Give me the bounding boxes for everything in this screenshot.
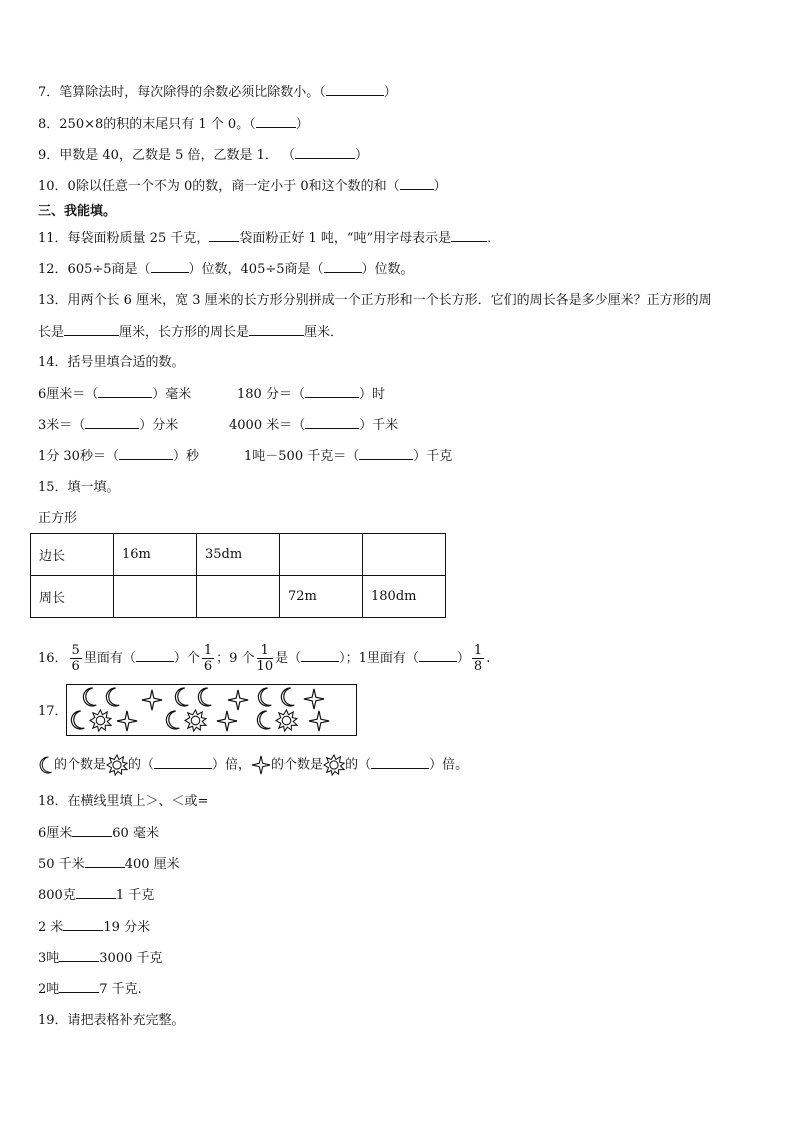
question-14-title: 14．括号里填合适的数。 xyxy=(38,355,185,370)
compare-row: 2吨 7 千克. xyxy=(38,982,142,997)
answer-blank[interactable] xyxy=(64,323,119,336)
question-15-title: 15．填一填。 xyxy=(38,480,120,495)
moon-icon xyxy=(279,687,297,707)
answer-blank[interactable] xyxy=(305,385,359,398)
fraction: $\frac{1}{8}$ xyxy=(473,643,483,674)
question-14-row3: 1分 30秒＝（ ）秒 xyxy=(38,449,199,464)
moon-icon xyxy=(196,687,214,707)
square-table xyxy=(30,533,446,618)
answer-blank[interactable] xyxy=(98,385,152,398)
question-17-text: 的个数是 的（ ）倍， 的个数是 的（ ）倍。 xyxy=(38,754,468,777)
table-caption: 正方形 xyxy=(38,511,78,526)
question-7-text: 7．笔算除法时，每次除得的余数必须比除数小。（ xyxy=(38,85,326,100)
answer-blank[interactable] xyxy=(301,649,339,662)
table-cell-blank[interactable] xyxy=(197,576,280,618)
question-14-row2: 3米＝（ ）分米 xyxy=(38,418,179,433)
answer-blank[interactable] xyxy=(209,229,239,242)
fraction: $\frac{5}{6}$ xyxy=(71,643,80,674)
star-icon xyxy=(216,710,238,732)
moon-icon xyxy=(256,687,274,707)
sun-icon xyxy=(323,754,345,776)
question-9: 9．甲数是 40，乙数是 5 倍，乙数是 1． （ ） xyxy=(38,148,369,163)
star-icon xyxy=(303,688,325,710)
question-18-title: 18．在横线里填上＞、＜或= xyxy=(38,794,209,809)
answer-blank[interactable] xyxy=(76,886,116,899)
question-17-label: 17． xyxy=(38,704,68,719)
icon-picture-box xyxy=(66,684,357,736)
question-13: 13．用两个长 6 厘米，宽 3 厘米的长方形分别拼成一个正方形和一个长方形．它们的周长各是多少厘米？正方形的周 xyxy=(38,293,712,308)
moon-icon xyxy=(173,687,191,707)
question-14-row1-right: 180 分＝（ ）时 xyxy=(237,387,385,402)
answer-blank[interactable] xyxy=(59,949,99,962)
fraction: $\frac{1}{6}$ xyxy=(203,643,213,674)
answer-blank[interactable] xyxy=(419,649,457,662)
answer-blank[interactable] xyxy=(151,260,189,273)
question-12: 12．605÷5商是（ ）位数，405÷5商是（ ）位数。 xyxy=(38,262,414,277)
answer-blank[interactable] xyxy=(326,83,384,96)
answer-blank[interactable] xyxy=(72,824,112,837)
question-8-text: 8．250×8的积的末尾只有 1 个 0。（ xyxy=(38,117,256,132)
table-cell-blank[interactable] xyxy=(280,534,363,576)
sun-icon xyxy=(275,709,298,732)
moon-icon xyxy=(69,710,87,730)
question-8: 8．250×8的积的末尾只有 1 个 0。（ ） xyxy=(38,117,309,132)
moon-icon xyxy=(104,687,122,707)
answer-blank[interactable] xyxy=(371,756,429,769)
question-7: 7．笔算除法时，每次除得的余数必须比除数小。（ ） xyxy=(38,85,397,100)
table-row xyxy=(31,534,446,576)
star-icon xyxy=(141,689,163,711)
moon-icon xyxy=(38,755,54,775)
question-14-row1: 6厘米＝（ ）毫米 xyxy=(38,387,192,402)
table-cell: 周长 xyxy=(31,576,114,618)
table-cell: 35dm xyxy=(197,534,280,576)
answer-blank[interactable] xyxy=(324,260,362,273)
compare-row: 800克 1 千克 xyxy=(38,888,155,903)
answer-blank[interactable] xyxy=(400,177,434,190)
fraction: $\frac{1}{10}$ xyxy=(256,643,274,674)
compare-row: 6厘米 60 毫米 xyxy=(38,826,159,841)
question-10-text: 10．0除以任意一个不为 0的数，商一定小于 0和这个数的和（ xyxy=(38,179,400,194)
compare-row: 3吨 3000 千克 xyxy=(38,951,163,966)
question-16: 16． $\frac{5}{6}$ 里面有（ ）个 $\frac{1}{6}$ ；9 个 $\frac{1}{10}$ 是（ ）；1里面有（ ） $\frac{1}{8}$ . xyxy=(38,643,491,674)
star-icon xyxy=(227,689,249,711)
star-icon xyxy=(308,710,330,732)
table-cell: 16m xyxy=(114,534,197,576)
answer-blank[interactable] xyxy=(359,447,413,460)
answer-blank[interactable] xyxy=(63,918,103,931)
answer-blank[interactable] xyxy=(154,756,212,769)
answer-blank[interactable] xyxy=(59,980,99,993)
sun-icon xyxy=(89,709,112,732)
moon-icon xyxy=(164,710,182,730)
table-cell: 72m xyxy=(280,576,363,618)
question-13-answers: 长是 厘米，长方形的周长是 厘米． xyxy=(38,325,344,340)
moon-icon xyxy=(81,687,99,707)
answer-blank[interactable] xyxy=(305,416,359,429)
sun-icon xyxy=(184,709,207,732)
sun-icon xyxy=(106,754,128,776)
table-row xyxy=(31,576,446,618)
moon-icon xyxy=(255,710,273,730)
question-14-row2-right: 4000 米＝（ ）千米 xyxy=(229,418,399,433)
table-cell-blank[interactable] xyxy=(114,576,197,618)
question-11: 11．每袋面粉质量 25 千克， 袋面粉正好 1 吨，“吨”用字母表示是 ． xyxy=(38,231,501,246)
compare-row: 2 米 19 分米 xyxy=(38,920,151,935)
table-cell-blank[interactable] xyxy=(363,534,446,576)
answer-blank[interactable] xyxy=(119,447,173,460)
table-cell: 180dm xyxy=(363,576,446,618)
answer-blank[interactable] xyxy=(295,146,355,159)
question-19: 19．请把表格补充完整。 xyxy=(38,1013,185,1028)
answer-blank[interactable] xyxy=(256,115,296,128)
answer-blank[interactable] xyxy=(249,323,304,336)
question-10: 10．0除以任意一个不为 0的数，商一定小于 0和这个数的和（ ） xyxy=(38,179,447,194)
question-9-text: 9．甲数是 40，乙数是 5 倍，乙数是 1． （ xyxy=(38,148,296,163)
answer-blank[interactable] xyxy=(451,229,487,242)
star-icon xyxy=(251,755,271,775)
answer-blank[interactable] xyxy=(85,416,139,429)
star-icon xyxy=(116,710,138,732)
answer-blank[interactable] xyxy=(85,855,125,868)
section-heading: 三、我能填。 xyxy=(38,204,117,219)
question-14-row3-right: 1吨－500 千克＝（ ）千克 xyxy=(244,449,453,464)
compare-row: 50 千米 400 厘米 xyxy=(38,857,180,872)
answer-blank[interactable] xyxy=(136,649,174,662)
table-cell: 边长 xyxy=(31,534,114,576)
